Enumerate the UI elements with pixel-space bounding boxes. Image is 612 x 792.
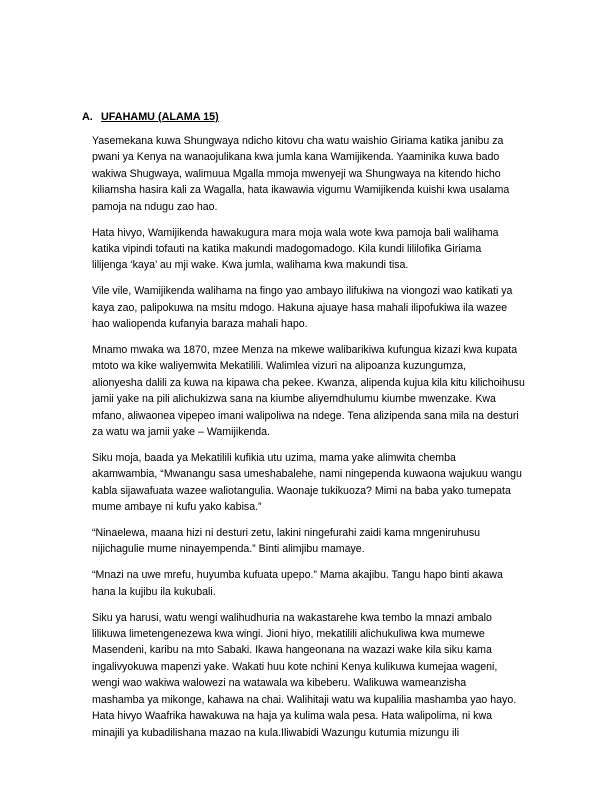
text-line: jamii yake na pili alichukizwa sana na kiumbe aliyemdhulumu kiumbe mwenzake. Kwa xyxy=(92,393,496,406)
text-line: wakiwa Shugwaya, walimuua Mgalla mmoja mwenyeji wa Shungwaya na kitendo hicho xyxy=(92,167,501,180)
text-line: “Ninaelewa, maana hizi ni desturi zetu, lakini ningefurahi zaidi kama mngeniruhusu xyxy=(92,527,481,540)
text-line: ingalivyokuwa mapenzi yake. Wakati huu kote nchini Kenya kulikuwa kumejaa wageni, xyxy=(92,660,498,673)
text-line: akamwambia, “Mwanangu sasa umeshabalehe, nami ningependa kuwaona wajukuu wangu xyxy=(92,468,522,481)
text-line: pamoja na ndugu zao hao. xyxy=(92,200,218,213)
text-line: Yasemekana kuwa Shungwaya ndicho kitovu cha watu waishio Giriama katika janibu za xyxy=(92,135,504,147)
paragraph-1 xyxy=(92,133,530,215)
comprehension-text xyxy=(92,133,530,750)
paragraph-5 xyxy=(92,450,530,516)
text-line: lilijenga ‘kaya’ au mji wake. Kwa jumla, walihama kwa makundi tisa. xyxy=(92,259,409,272)
text-line: nijichagulie mume ninayempenda.” Binti alimjibu mamaye. xyxy=(92,543,365,556)
section-title: UFAHAMU (ALAMA 15) xyxy=(101,111,219,123)
text-line: wengi wao wakiwa walowezi na watawala wa kibeberu. Walikuwa wameanzisha xyxy=(92,677,467,690)
text-line: mtoto wa kike waliyemwita Mekatilili. Walimlea vizuri na alipoanza kuzungumza, xyxy=(92,360,467,373)
section-heading xyxy=(82,110,219,124)
text-line: alionyesha dalili za kuwa na kipawa cha pekee. Kwanza, alipenda kujua kila kitu kilichoihusu xyxy=(92,376,525,389)
text-line: kabla sijawafuata wazee waliotangulia. Waonaje tukikuoza? Mimi na baba yako tumepata xyxy=(92,484,511,497)
paragraph-8 xyxy=(92,610,530,741)
text-line: hana la kujibu ila kukubali. xyxy=(92,585,216,598)
text-line: kaya zao, palipokuwa na msitu mdogo. Hakuna ajuaye hasa mahali ilipofukiwa ila wazee xyxy=(92,301,508,314)
text-line: za watu wa jamii yake – Wamijikenda. xyxy=(92,426,271,438)
paragraph-6 xyxy=(92,525,530,558)
text-line: “Mnazi na uwe mrefu, huyumba kufuata upepo.” Mama akajibu. Tangu hapo binti akawa xyxy=(92,569,503,582)
text-line: Hata hivyo Waafrika hawakuwa na haja ya kulima wala pesa. Hata walipolima, ni kwa xyxy=(92,710,493,723)
text-line: Mnamo mwaka wa 1870, mzee Menza na mkewe walibarikiwa kufungua kizazi kwa kupata xyxy=(92,343,518,356)
text-line: pwani ya Kenya na wanaojulikana kwa jumla kana Wamijikenda. Yaaminika kuwa bado xyxy=(92,151,500,164)
text-line: Masendeni, karibu na mto Sabaki. Ikawa hangeonana na wazazi wake kila siku kama xyxy=(92,644,492,657)
text-line: Vile vile, Wamijikenda walihama na fingo yao ambayo ilifukiwa na viongozi wao katikati ya xyxy=(92,285,513,298)
text-line: Hata hivyo, Wamijikenda hawakugura mara moja wala wote kwa pamoja bali walihama xyxy=(92,226,499,239)
text-line: lilikuwa limetengenezewa kwa wingi. Jioni hiyo, mekatilili alichukuliwa kwa mumewe xyxy=(92,628,485,641)
text-line: katika vipindi tofauti na katika makundi madogomadogo. Kila kundi lililofika Giriama xyxy=(92,242,482,255)
paragraph-3 xyxy=(92,283,530,332)
paragraph-2 xyxy=(92,225,530,274)
paragraph-4 xyxy=(92,342,530,440)
text-line: Siku moja, baada ya Mekatilili kufikia utu uzima, mama yake alimwita chemba xyxy=(92,451,456,464)
text-line: mashamba ya mikonge, kahawa na chai. Walihitaji watu wa kupalilia mashamba yao hayo. xyxy=(92,693,517,706)
text-line: mume ambaye ni kufu yako kabisa.” xyxy=(92,501,262,514)
text-line: Siku ya harusi, watu wengi walihudhuria na wakastarehe kwa tembo la mnazi ambalo xyxy=(92,611,492,624)
text-line: kiliamsha hasira kali za Wagalla, hata ikawawia vigumu Wamijikenda kuishi kwa usalama xyxy=(92,184,510,197)
text-line: minajili ya kubadilishana mazao na kula.Iliwabidi Wazungu kutumia mizungu ili xyxy=(92,726,460,739)
section-number: A. xyxy=(82,111,93,123)
paragraph-7 xyxy=(92,567,530,600)
text-line: mfano, aliwaonea vipepeo imani walipoliwa na ndege. Tena alizipenda sana mila na desturi xyxy=(92,409,519,422)
text-line: hao waliopenda kufanyia baraza mahali hapo. xyxy=(92,318,308,331)
